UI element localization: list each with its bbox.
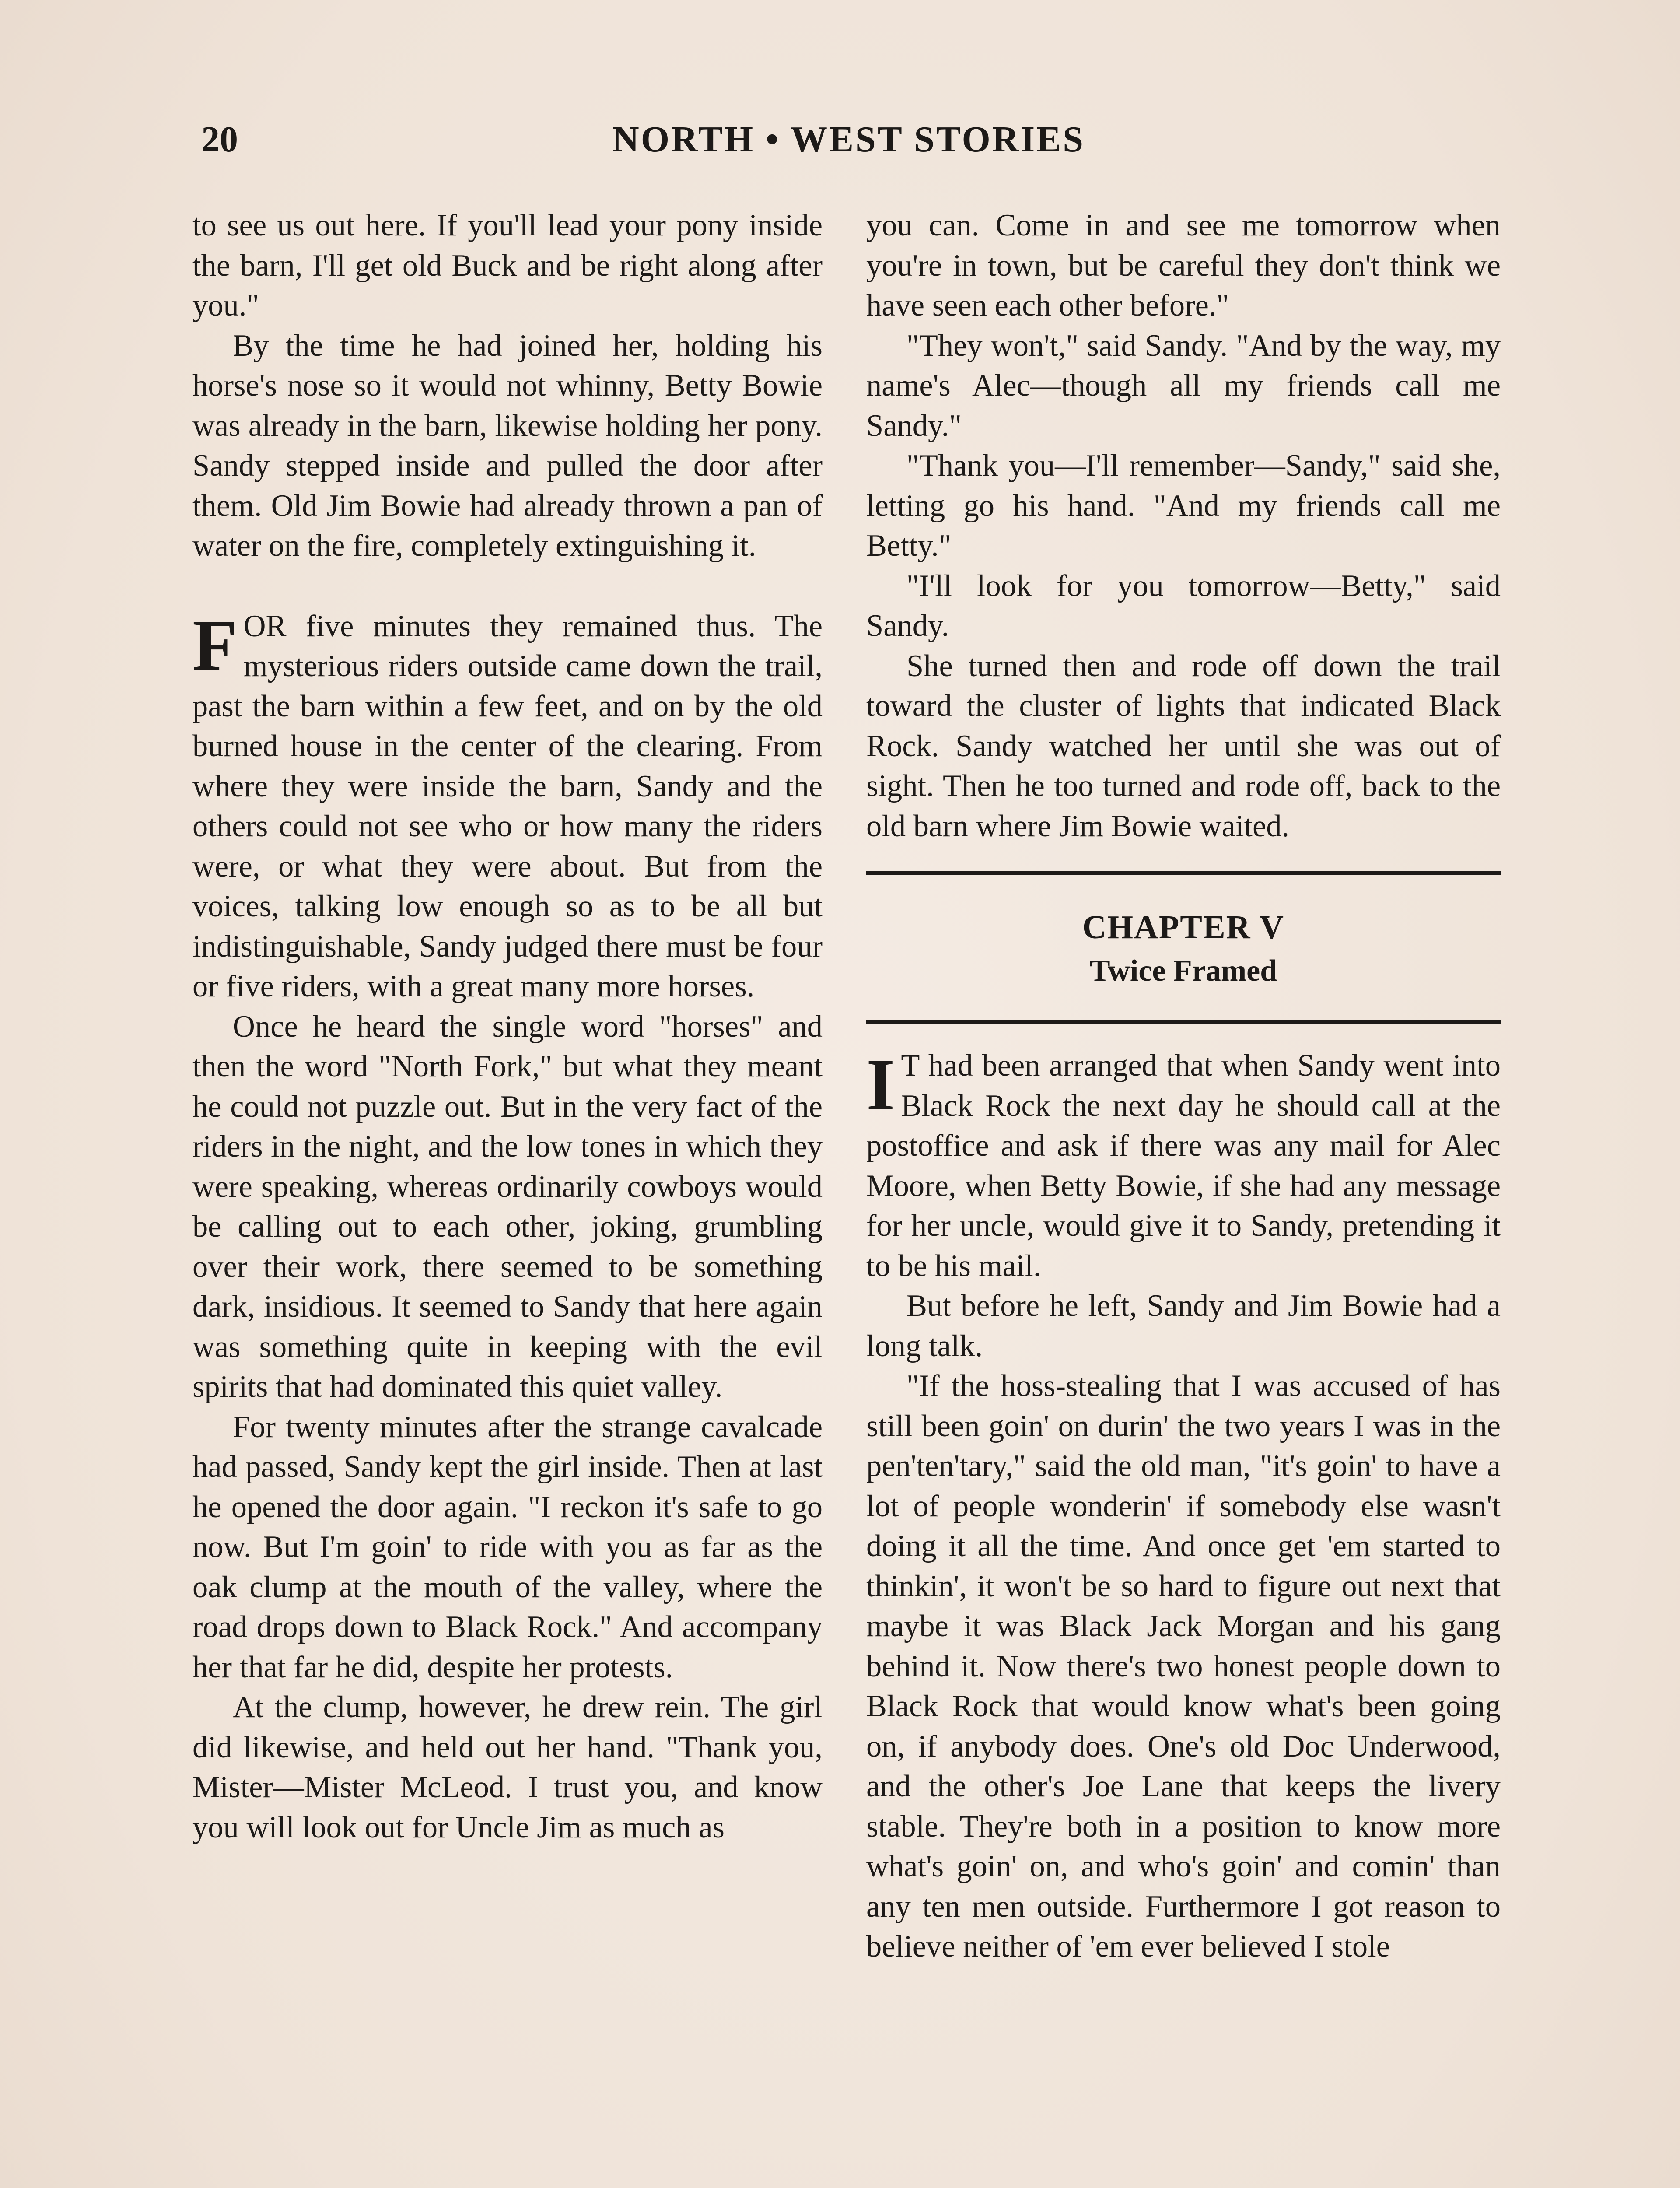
paragraph: [866, 1046, 1501, 1286]
left-column: [192, 206, 822, 1848]
paragraph: "Thank you—I'll remember—Sandy," said she, letting go his hand. "And my friends call me Betty.": [866, 449, 1501, 563]
page-number: 20: [201, 119, 238, 160]
paragraph: "They won't," said Sandy. "And by the way, my name's Alec—though all my friends call me Sandy.": [866, 328, 1501, 443]
paragraph: you can. Come in and see me tomorrow when you're in town, but be careful they don't think we have seen each other before.": [866, 208, 1501, 323]
paragraph-text: OR five minutes they remained thus. The mysterious riders outside came down the trail, past the barn within a few feet, and on by the old burned house in the center of the clearing. From where they were inside the barn, Sandy and the others could not see who or how many the riders were, or what they were about. But from the voices, talking low enough so as to be all but indistinguishable, Sandy judged there must be four or five riders, with a great many more horses.: [192, 609, 822, 1003]
paragraph: to see us out here. If you'll lead your pony inside the barn, I'll get old Buck and be right along after you.": [192, 208, 822, 323]
chapter-subtitle: Twice Framed: [1089, 954, 1278, 988]
paragraph: For twenty minutes after the strange cavalcade had passed, Sandy kept the girl inside. Then at last he opened the door again. "I reckon it's safe to go now. But I'm goin' to ride with you as far as the oak clump at the mouth of the valley, where the road drops down to Black Rock." And accompany her that far he did, despite her protests.: [192, 1410, 822, 1684]
drop-cap: F: [192, 604, 238, 686]
paragraph: Once he heard the single word "horses" and then the word "North Fork," but what they meant he could not puzzle out. But in the very fact of the riders in the night, and the low tones in which they were speaking, whereas ordinarily cowboys would be calling out to each other, joking, grumbling over their work, there seemed to be something dark, insidious. It seemed to Sandy that here again was something quite in keeping with the evil spirits that had dominated this quiet valley.: [192, 1009, 822, 1404]
drop-cap: I: [866, 1044, 895, 1126]
paragraph: But before he left, Sandy and Jim Bowie had a long talk.: [866, 1289, 1501, 1363]
divider: [866, 1020, 1501, 1024]
chapter-header: [866, 871, 1501, 1024]
paragraph: "If the hoss-stealing that I was accused of has still been goin' on durin' the two years I was in the pen'ten'tary," said the old man, "it's goin' to have a lot of people wonderin' if somebody else wasn't doing it all the time. And once get 'em started to thinkin', it won't be so hard to figure out next that maybe it was Black Jack Morgan and his gang behind it. Now there's two honest people down to Black Rock that would know what's been going on, if anybody does. One's old Doc Underwood, and the other's Joe Lane that keeps the livery stable. They're both in a position to know more what's goin' on, and who's goin' and comin' than any ten men outside. Furthermore I got reason to believe neither of 'em ever believed I stole: [866, 1369, 1501, 1964]
paragraph: She turned then and rode off down the trail toward the cluster of lights that indicated Black Rock. Sandy watched her until she was out of sight. Then he too turned and rode off, back to the old barn where Jim Bowie waited.: [866, 649, 1501, 843]
magazine-title: NORTH • WEST STORIES: [612, 119, 1085, 160]
divider: [866, 871, 1501, 875]
page-header: [192, 118, 1505, 171]
paragraph: [192, 604, 822, 1007]
section-break: [192, 566, 822, 607]
paragraph-text: T had been arranged that when Sandy went into Black Rock the next day he should call at the postoffice and ask if there was any mail for Alec Moore, when Betty Bowie, if she had any message for her uncle, would give it to Sandy, pretending it to be his mail.: [866, 1048, 1501, 1283]
paragraph: By the time he had joined her, holding his horse's nose so it would not whinny, Betty Bowie was already in the barn, likewise holding her pony. Sandy stepped inside and pulled the door after them. Old Jim Bowie had already thrown a pan of water on the fire, completely extinguishing it.: [192, 328, 822, 563]
paragraph: "I'll look for you tomorrow—Betty," said Sandy.: [866, 568, 1501, 643]
paragraph: At the clump, however, he drew rein. The girl did likewise, and held out her hand. "Thank you, Mister—Mister McLeod. I trust you, and know you will look out for Uncle Jim as much as: [192, 1690, 822, 1844]
right-column: [866, 206, 1501, 1967]
chapter-heading: CHAPTER V: [1082, 909, 1285, 946]
